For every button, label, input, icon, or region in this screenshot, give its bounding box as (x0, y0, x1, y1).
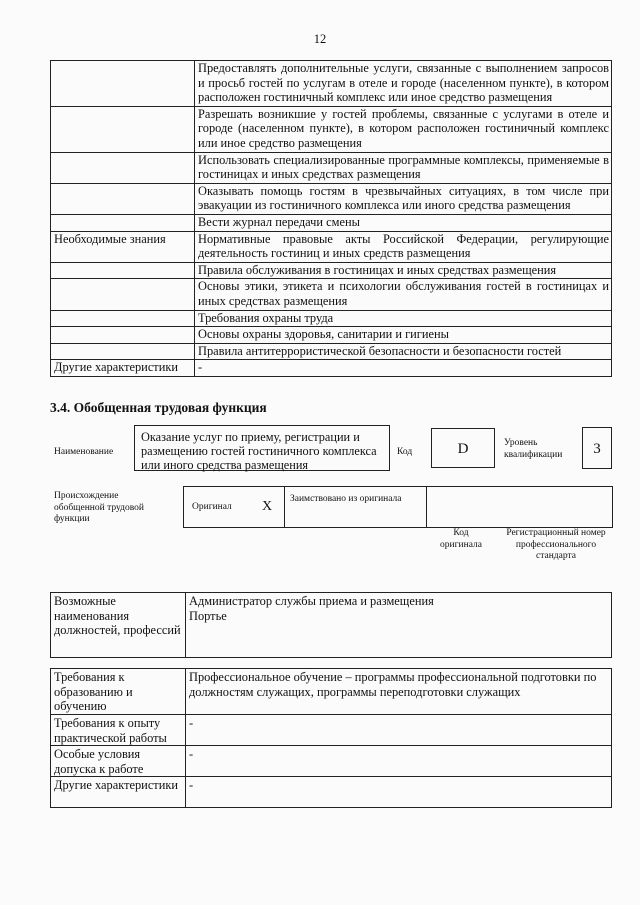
row-label: Требования к образованию и обучению (51, 669, 186, 715)
table-row (51, 777, 612, 808)
table-row (51, 231, 612, 262)
positions-values (186, 593, 612, 658)
positions-table (50, 592, 612, 658)
divider (284, 487, 285, 527)
row-text: Правила обслуживания в гостиницах и иных средствах размещения (195, 262, 612, 279)
origin-label: Происхождение обобщенной трудовой функции (54, 491, 144, 524)
table-row (51, 183, 612, 214)
reg-number-caption: Регистрационный номер профессионального стандарта (506, 528, 606, 561)
row-text: Основы этики, этикета и психологии обслуживания гостей в гостиницах и иных средствах размещения (195, 279, 612, 310)
code-label: Код (397, 447, 413, 457)
row-text: Основы охраны здоровья, санитарии и гигиены (195, 327, 612, 344)
table-row (51, 279, 612, 310)
table-row (51, 746, 612, 777)
position-item: Портье (189, 608, 227, 623)
table-row (51, 715, 612, 746)
requirements-table (50, 668, 612, 808)
code-original-caption: Код оригинала (440, 528, 482, 550)
origin-box (183, 486, 613, 528)
table-row (51, 669, 612, 715)
table-row (51, 152, 612, 183)
original-mark: X (262, 499, 273, 514)
code-value-box: D (431, 428, 495, 468)
section-title: 3.4. Обобщенная трудовая функция (50, 400, 267, 415)
row-text: Оказывать помощь гостям в чрезвычайных ситуациях, в том числе при эвакуации из гостиничного комплекса или иного средства размещения (195, 183, 612, 214)
row-label (51, 327, 195, 344)
row-label: Необходимые знания (51, 231, 195, 262)
row-text: Требования охраны труда (195, 310, 612, 327)
name-label: Наименование (54, 447, 114, 457)
row-label (51, 183, 195, 214)
row-text: - (195, 360, 612, 377)
row-text: Профессиональное обучение – программы профессиональной подготовки по должностям служащих, программы переподготовки служащих (186, 669, 612, 715)
row-text: - (186, 777, 612, 808)
row-label: Особые условия допуска к работе (51, 746, 186, 777)
level-value-box: 3 (582, 427, 612, 469)
level-label: Уровень квалификации (504, 438, 563, 460)
table-row (51, 327, 612, 344)
row-text: Правила антитеррористической безопасности и безопасности гостей (195, 343, 612, 360)
skills-table (50, 60, 612, 377)
row-label (51, 343, 195, 360)
row-text: Использовать специализированные программные комплексы, применяемые в гостиницах и иных средствах размещения (195, 152, 612, 183)
row-label (51, 279, 195, 310)
row-text: - (186, 715, 612, 746)
table-row (51, 106, 612, 152)
row-text: Нормативные правовые акты Российской Федерации, регулирующие деятельность гостиниц и иных средств размещения (195, 231, 612, 262)
page-number: 12 (313, 32, 327, 46)
row-label (51, 214, 195, 231)
table-row (51, 593, 612, 658)
table-row (51, 262, 612, 279)
row-label: Другие характеристики (51, 360, 195, 377)
row-text: Вести журнал передачи смены (195, 214, 612, 231)
borrowed-label: Заимствовано из оригинала (290, 494, 402, 504)
row-label (51, 152, 195, 183)
row-label (51, 262, 195, 279)
table-row (51, 310, 612, 327)
row-label (51, 106, 195, 152)
table-row (51, 343, 612, 360)
table-row (51, 360, 612, 377)
positions-label: Возможные наименования должностей, профессий (51, 593, 186, 658)
row-label (51, 61, 195, 107)
row-text: - (186, 746, 612, 777)
original-label: Оригинал (192, 502, 232, 512)
table-row (51, 214, 612, 231)
function-name-box: Оказание услуг по приему, регистрации и размещению гостей гостиничного комплекса или иного средства размещения (134, 425, 390, 471)
table-row (51, 61, 612, 107)
row-label (51, 310, 195, 327)
row-text: Разрешать возникшие у гостей проблемы, связанные с услугами в отеле и городе (населенном пункте), в котором расположен гостиничный комплекс или иное средство размещения (195, 106, 612, 152)
row-text: Предоставлять дополнительные услуги, связанные с выполнением запросов и просьб гостей по услугам в отеле и городе (населенном пункте), в котором расположен гостиничный комплекс или иное средство размещения (195, 61, 612, 107)
divider (426, 487, 427, 527)
row-label: Требования к опыту практической работы (51, 715, 186, 746)
row-label: Другие характеристики (51, 777, 186, 808)
position-item: Администратор службы приема и размещения (189, 594, 434, 608)
